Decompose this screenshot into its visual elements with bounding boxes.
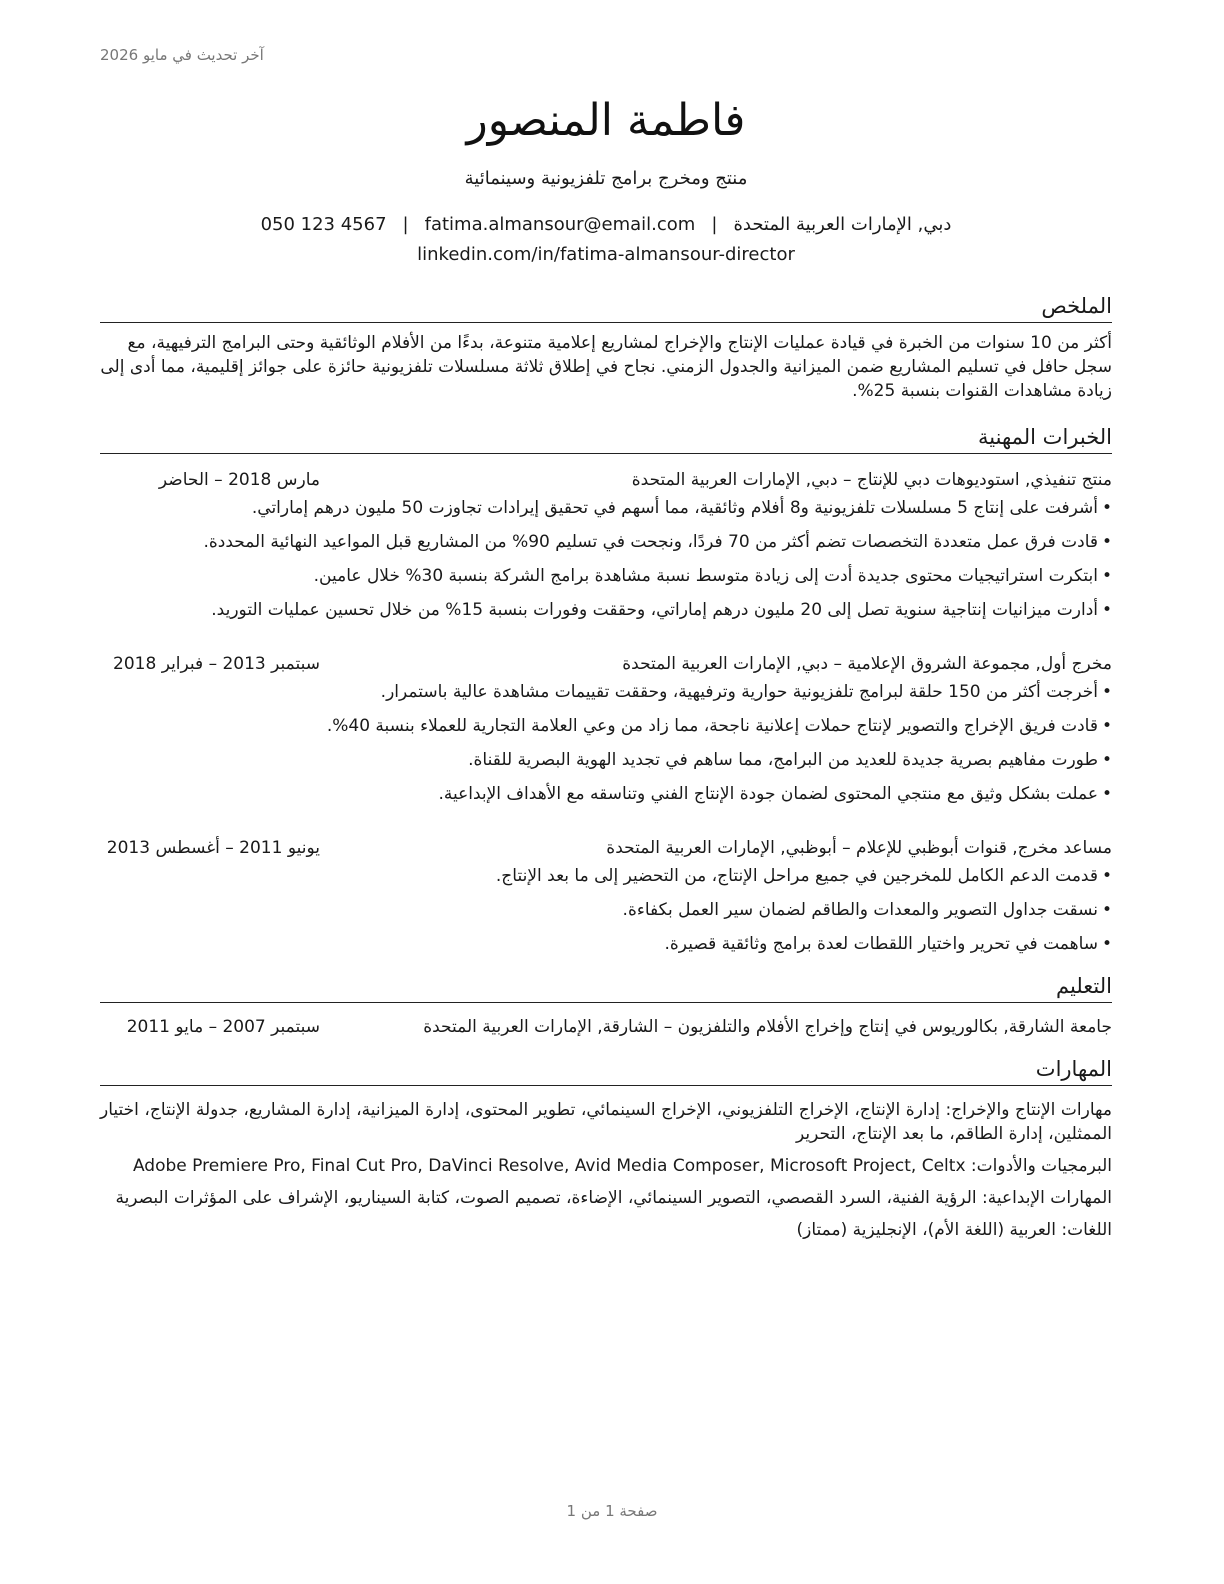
job-bullet: • ابتكرت استراتيجيات محتوى جديدة أدت إلى زيادة متوسط نسبة مشاهدة برامج الشركة بنسبة 30% خلال عامين. [100,564,1112,588]
job-header [100,836,1112,860]
job-bullets [100,864,1112,956]
job-bullets [100,680,1112,806]
job-header [100,652,1112,676]
section-title-experience: الخبرات المهنية [100,423,1112,454]
job-bullet: • ساهمت في تحرير واختيار اللقطات لعدة برامج وثائقية قصيرة. [100,932,1112,956]
contact-separator: | [402,214,409,235]
resume-page [100,88,1112,1250]
candidate-headline: منتج ومخرج برامج تلفزيونية وسينمائية [464,168,748,189]
job-bullet: • قادت فريق الإخراج والتصوير لإنتاج حملات إعلانية ناجحة، مما زاد من وعي العلامة التجارية للعملاء بنسبة 40%. [100,714,1112,738]
skills-production: مهارات الإنتاج والإخراج: إدارة الإنتاج، الإخراج التلفزيوني، الإخراج السينمائي، تطوير المحتوى، إدارة الميزانية، إدارة المشاريع، جدولة الإنتاج، اختيار الممثلين، إدارة الطاقم، ما بعد الإنتاج، التحرير [100,1100,1112,1144]
education-degree: جامعة الشارقة, بكالوريوس في إنتاج وإخراج الأفلام والتلفزيون – الشارقة, الإمارات العربية المتحدة [423,1017,1112,1037]
section-title-skills: المهارات [100,1055,1112,1086]
job-title: منتج تنفيذي, استوديوهات دبي للإنتاج – دبي, الإمارات العربية المتحدة [631,470,1112,490]
job-dates: يونيو 2011 – أغسطس 2013 [106,838,320,858]
contact-line [100,210,1112,240]
skills-software: البرمجيات والأدوات: Adobe Premiere Pro, Final Cut Pro, DaVinci Resolve, Avid Media Composer, Microsoft Project, Celtx [132,1156,1112,1176]
job-title: مخرج أول, مجموعة الشروق الإعلامية – دبي, الإمارات العربية المتحدة [622,654,1112,674]
job-bullet: • طورت مفاهيم بصرية جديدة للعديد من البرامج، مما ساهم في تجديد الهوية البصرية للقناة. [100,748,1112,772]
education-dates: سبتمبر 2007 – مايو 2011 [126,1017,320,1037]
contact-location: دبي, الإمارات العربية المتحدة [733,214,952,235]
summary-text: أكثر من 10 سنوات من الخبرة في قيادة عمليات الإنتاج والإخراج لمشاريع إعلامية متنوعة، بدءًا من الأفلام الوثائقية وحتى البرامج الترفيهية، مع سجل حافل في تسليم المشاريع ضمن الميزانية والجدول الزمني. نجاح في إطلاق ثلاثة مسلسلات تلفزيونية حائزة على جوائز إقليمية، مما أدى إلى زيادة مشاهدات القنوات بنسبة 25%. [100,333,1112,401]
experience-section [100,423,1112,956]
page-number: صفحة 1 من 1 [566,1502,658,1520]
job-entry [100,652,1112,806]
job-dates: مارس 2018 – الحاضر [158,470,320,490]
resume-header [100,88,1112,270]
summary-section [100,292,1112,403]
section-title-education: التعليم [100,972,1112,1003]
job-entry [100,836,1112,956]
job-bullet: • قادت فرق عمل متعددة التخصصات تضم أكثر من 70 فردًا، ونجحت في تسليم 90% من المشاريع قبل المواعيد النهائية المحددة. [100,530,1112,554]
contact-phone: 050 123 4567 [260,214,387,235]
job-header [100,468,1112,492]
education-section [100,972,1112,1039]
job-bullet: • أخرجت أكثر من 150 حلقة لبرامج تلفزيونية حوارية وترفيهية، وحققت تقييمات مشاهدة عالية باستمرار. [100,680,1112,704]
job-bullet: • قدمت الدعم الكامل للمخرجين في جميع مراحل الإنتاج، من التحضير إلى ما بعد الإنتاج. [100,864,1112,888]
section-title-summary: الملخص [100,292,1112,323]
job-dates: سبتمبر 2013 – فبراير 2018 [113,654,320,674]
linkedin-line [100,240,1112,270]
skills-languages: اللغات: العربية (اللغة الأم)، الإنجليزية (ممتاز) [796,1220,1112,1240]
candidate-name: فاطمة المنصور [466,95,746,146]
job-title: مساعد مخرج, قنوات أبوظبي للإعلام – أبوظبي, الإمارات العربية المتحدة [606,838,1112,858]
job-entry [100,468,1112,622]
job-bullet: • نسقت جداول التصوير والمعدات والطاقم لضمان سير العمل بكفاءة. [100,898,1112,922]
job-bullet: • عملت بشكل وثيق مع منتجي المحتوى لضمان جودة الإنتاج الفني وتناسقه مع الأهداف الإبداعية. [100,782,1112,806]
contact-separator: | [711,214,718,235]
last-updated-note: آخر تحديث في مايو 2026 [100,46,264,64]
contact-linkedin[interactable]: linkedin.com/in/fatima-almansour-director [417,244,795,265]
job-bullets [100,496,1112,622]
job-bullet: • أدارت ميزانيات إنتاجية سنوية تصل إلى 20 مليون درهم إماراتي، وحققت وفورات بنسبة 15% من خلال تحسين عمليات التوريد. [100,598,1112,622]
contact-email[interactable]: fatima.almansour@email.com [424,214,696,235]
skills-section [100,1055,1112,1242]
education-entry [100,1015,1112,1039]
skills-creative: المهارات الإبداعية: الرؤية الفنية، السرد القصصي، التصوير السينمائي، الإضاءة، تصميم الصوت، كتابة السيناريو، الإشراف على المؤثرات البصرية [115,1188,1112,1208]
job-bullet: • أشرفت على إنتاج 5 مسلسلات تلفزيونية و8 أفلام وثائقية، مما أسهم في تحقيق إيرادات تجاوزت 50 مليون درهم إماراتي. [100,496,1112,520]
